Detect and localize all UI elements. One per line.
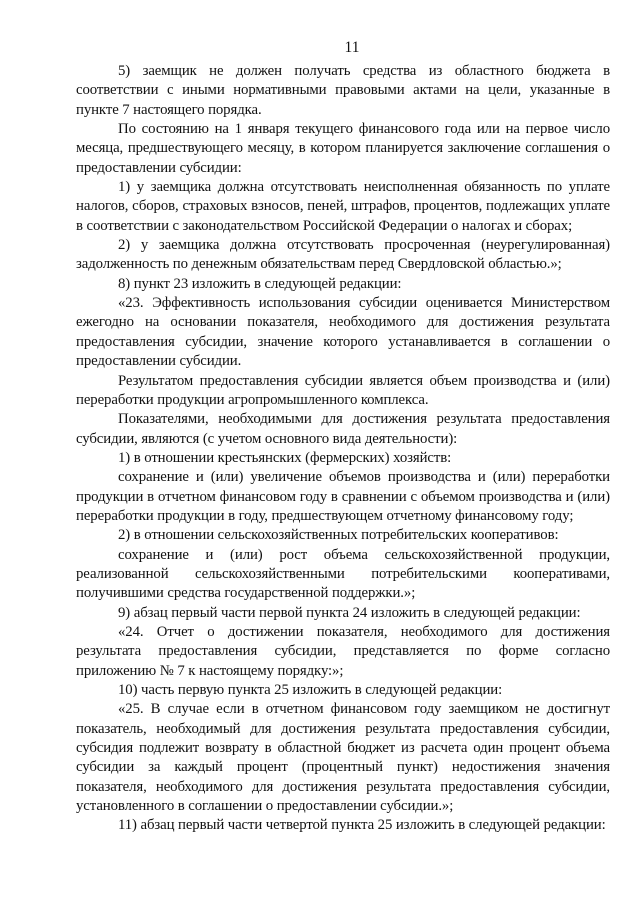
page-number: 11 [344,39,360,56]
paragraph-indicator-2-detail: сохранение и (или) рост объема сельскохозяйственной продукции, реализованной сельскохозяйственными потребительскими кооперативами, получившими средства государственной поддержки.»; [76,546,610,602]
paragraph-amendment-11: 11) абзац первый части четвертой пункта 25 изложить в следующей редакции: [118,817,606,834]
paragraph-condition-2: 2) у заемщика должна отсутствовать просроченная (неурегулированная) задолженность по денежным обязательствам перед Свердловской областью.»; [76,237,610,273]
paragraph-indicator-2: 2) в отношении сельскохозяйственных потребительских кооперативов: [118,527,559,544]
paragraph-item-5: 5) заемщик не должен получать средства из областного бюджета в соответствии с иными нормативными правовыми актами на цели, указанные в пункте 7 настоящего порядка. [76,63,610,118]
paragraph-condition-1: 1) у заемщика должна отсутствовать неисполненная обязанность по уплате налогов, сборов, страховых взносов, пеней, штрафов, процентов, подлежащих уплате в соответствии с законодательством Российской Федерации о налогах и сборах; [76,179,610,234]
paragraph-indicators: Показателями, необходимыми для достижения результата предоставления субсидии, являются (с учетом основного вида деятельности): [76,411,610,447]
paragraph-result: Результатом предоставления субсидии является объем производства и (или) переработки продукции агропромышленного комплекса. [76,372,610,408]
document-page [76,38,610,836]
paragraph-date-condition: По состоянию на 1 января текущего финансового года или на первое число месяца, предшествующего месяцу, в котором планируется заключение соглашения о предоставлении субсидии: [76,121,610,176]
paragraph-indicator-1-detail: сохранение и (или) увеличение объемов производства и (или) переработки продукции в отчетном финансовом году в сравнении с объемом производства и (или) переработки продукции в году, предшествующем отчетному финансовому году; [76,469,610,524]
paragraph-indicator-1: 1) в отношении крестьянских (фермерских) хозяйств: [118,449,452,466]
paragraph-amendment-8: 8) пункт 23 изложить в следующей редакции: [118,275,402,292]
paragraph-amendment-9: 9) абзац первый части первой пункта 24 изложить в следующей редакции: [118,604,581,621]
paragraph-clause-25: «25. В случае если в отчетном финансовом году заемщиком не достигнут показатель, необходимый для достижения результата предоставления субсидии, субсидия подлежит возврату в областной бюджет из расчета один процент объема субсидии за каждый процент (процентный пункт) недостижения значения показателя, необходимого для достижения результата предоставления субсидии, установленного в соглашении о предоставлении субсидии.»; [76,701,610,815]
paragraph-clause-24: «24. Отчет о достижении показателя, необходимого для достижения результата предоставления субсидии, представляется по форме согласно приложению № 7 к настоящему порядку:»; [76,623,610,679]
paragraph-amendment-10: 10) часть первую пункта 25 изложить в следующей редакции: [118,682,503,698]
paragraph-clause-23: «23. Эффективность использования субсидии оценивается Министерством ежегодно на основании показателя, необходимого для достижения результата предоставления субсидии, значение которого устанавливается в соглашении о предоставлении субсидии. [76,295,610,370]
